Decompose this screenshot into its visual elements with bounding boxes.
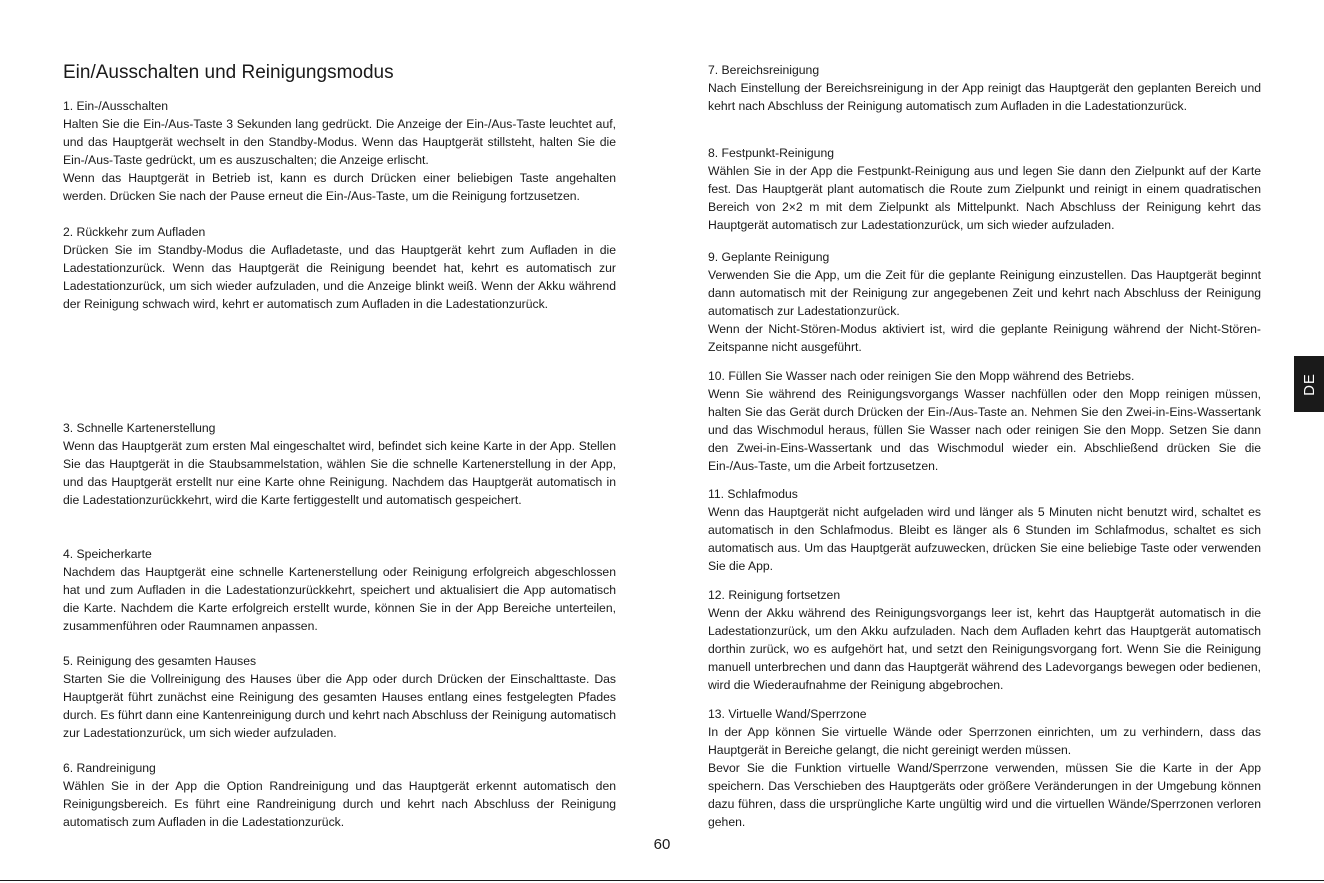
section-paragraph: Halten Sie die Ein-/Aus-Taste 3 Sekunden lang gedrückt. Die Anzeige der Ein-/Aus-Taste leuchtet auf, und das Hauptgerät wechselt in den Standby-Modus. Wenn das Hauptgerät stillsteht, halten Sie die Ein-/Aus-Taste gedrückt, um es auszuschalten; die Anzeige erlischt. [63,117,616,167]
section-paragraph: In der App können Sie virtuelle Wände oder Sperrzonen einrichten, um zu verhindern, dass das Hauptgerät in Bereiche gelangt, die nicht gereinigt werden müssen. [708,725,1261,757]
section-heading: 2. Rückkehr zum Aufladen [63,225,206,239]
page-title: Ein/Ausschalten und Reinigungsmodus [63,62,394,83]
bottom-rule [0,880,1324,881]
section-paragraph: Wenn das Hauptgerät nicht aufgeladen wird und länger als 5 Minuten nicht benutzt wird, schaltet es automatisch in den Schlafmodus. Bleibt es länger als 6 Stunden im Schlafmodus, schaltet es sich automatisch aus. Um das Hauptgerät aufzuwecken, drücken Sie eine beliebige Taste oder verwenden Sie die App. [708,505,1261,573]
section-whole-house [63,652,616,742]
section-heading: 9. Geplante Reinigung [708,250,830,264]
section-heading: 1. Ein-/Ausschalten [63,99,169,113]
section-paragraph: Wenn der Akku während des Reinigungsvorgangs leer ist, kehrt das Hauptgerät automatisch in die Ladestationzurück, um den Akku aufzuladen. Nach dem Aufladen kehrt das Hauptgerät automatisch dorthin zurück, wo es aufgehört hat, und setzt den Reinigungsvorgang fort. Wenn Sie die Reinigung manuell unterbrechen und dann das Hauptgerät während des Ladevorgangs bewegen oder bedienen, wird die Wiederaufnahme der Reinigung abgebrochen. [708,606,1261,692]
section-heading: 3. Schnelle Kartenerstellung [63,421,216,435]
section-quick-mapping [63,419,616,509]
section-power [63,97,616,205]
language-tab-label: DE [1300,372,1318,396]
language-tab [1294,356,1324,412]
section-virtual-wall [708,705,1261,831]
section-heading: 8. Festpunkt-Reinigung [708,146,835,160]
section-heading: 4. Speicherkarte [63,547,152,561]
section-paragraph: Wenn Sie während des Reinigungsvorgangs Wasser nachfüllen oder den Mopp reinigen müssen, halten Sie das Gerät durch Drücken der Ein-/Aus-Taste an. Nehmen Sie den Zwei-in-Eins-Wassertank und das Wischmodul heraus, füllen Sie Wasser nach oder reinigen Sie den Mopp. Setzen Sie dann den Zwei-in-Eins-Wassertank und das Wischmodul wieder ein. Abschließend drücken Sie die Ein-/Aus-Taste, um die Arbeit fortzusetzen. [708,387,1261,473]
section-heading: 13. Virtuelle Wand/Sperrzone [708,707,867,721]
section-save-map [63,545,616,635]
section-paragraph: Wenn das Hauptgerät zum ersten Mal eingeschaltet wird, befindet sich keine Karte in der App. Stellen Sie das Hauptgerät in die Staubsammelstation, wählen Sie die schnelle Kartenerstellung in der App, und das Hauptgerät erstellt nur eine Karte ohne Reinigung. Nachdem das Hauptgerät automatisch in die Ladestationzurückkehrt, wird die Karte fertiggestellt und automatisch gespeichert. [63,439,616,507]
section-refill-water [708,367,1261,475]
section-paragraph: Verwenden Sie die App, um die Zeit für die geplante Reinigung einzustellen. Das Hauptgerät beginnt dann automatisch mit der Reinigung zur angegebenen Zeit und kehrt nach Abschluss der Reinigung automatisch zur Ladestationzurück. [708,268,1261,318]
section-paragraph: Bevor Sie die Funktion virtuelle Wand/Sperrzone verwenden, müssen Sie die Karte in der App speichern. Das Verschieben des Hauptgeräts oder größere Veränderungen in der Umgebung können dazu führen, dass die ursprüngliche Karte ungültig wird und die virtuellen Wände/Sperrzonen verloren gehen. [708,761,1261,829]
section-paragraph: Wählen Sie in der App die Festpunkt-Reinigung aus und legen Sie dann den Zielpunkt auf der Karte fest. Das Hauptgerät plant automatisch die Route zum Zielpunkt und reinigt in einem quadratischen Bereich von 2×2 m mit dem Zielpunkt als Mittelpunkt. Nach Abschluss der Reinigung kehrt das Hauptgerät automatisch zur Ladestationzurück, um sich wieder aufzuladen. [708,164,1261,232]
section-scheduled-cleaning [708,248,1261,356]
section-resume-cleaning [708,586,1261,694]
section-paragraph: Wenn das Hauptgerät in Betrieb ist, kann es durch Drücken einer beliebigen Taste angehalten werden. Drücken Sie nach der Pause erneut die Ein-/Aus-Taste, um die Reinigung fortzusetzen. [63,171,616,203]
page-number: 60 [653,836,671,853]
section-paragraph: Starten Sie die Vollreinigung des Hauses über die App oder durch Drücken der Einschalttaste. Das Hauptgerät führt zunächst eine Reinigung des gesamten Hauses entlang eines festgelegten Pfades durch. Es führt dann eine Kantenreinigung durch und kehrt nach Abschluss der Reinigung automatisch zur Ladestationzurück, um sich wieder aufzuladen. [63,672,616,740]
section-paragraph: Nach Einstellung der Bereichsreinigung in der App reinigt das Hauptgerät den geplanten Bereich und kehrt nach Abschluss der Reinigung automatisch zum Aufladen in die Ladestationzurück. [708,81,1261,113]
section-heading: 7. Bereichsreinigung [708,63,820,77]
section-heading: 11. Schlafmodus [708,487,798,501]
section-zone-cleaning [708,61,1261,115]
section-paragraph: Wählen Sie in der App die Option Randreinigung und das Hauptgerät erkennt automatisch den Reinigungsbereich. Es führt eine Randreinigung durch und kehrt nach Abschluss der Reinigung automatisch zum Aufladen in die Ladestationzurück. [63,779,616,829]
section-heading: 6. Randreinigung [63,761,156,775]
section-paragraph: Nachdem das Hauptgerät eine schnelle Kartenerstellung oder Reinigung erfolgreich abgeschlossen hat und zum Aufladen in die Ladestationzurückkehrt, speichert und aktualisiert die App automatisch die Karte. Nachdem die Karte erfolgreich erstellt wurde, können Sie in der App Bereiche unterteilen, zusammenführen oder Raumnamen anpassen. [63,565,616,633]
section-heading: 10. Füllen Sie Wasser nach oder reinigen Sie den Mopp während des Betriebs. [708,369,1135,383]
section-heading: 5. Reinigung des gesamten Hauses [63,654,257,668]
section-spot-cleaning [708,144,1261,234]
section-return-charge [63,223,616,313]
section-heading: 12. Reinigung fortsetzen [708,588,841,602]
section-sleep-mode [708,485,1261,575]
section-paragraph: Drücken Sie im Standby-Modus die Aufladetaste, und das Hauptgerät kehrt zum Aufladen in die Ladestationzurück. Wenn das Hauptgerät die Reinigung beendet hat, kehrt es automatisch zur Ladestationzurück, um sich wieder aufzuladen, und die Anzeige blinkt weiß. Wenn der Akku während der Reinigung schwach wird, kehrt er automatisch zum Aufladen in die Ladestationzurück. [63,243,616,311]
section-paragraph: Wenn der Nicht-Stören-Modus aktiviert ist, wird die geplante Reinigung während der Nicht-Stören-Zeitspanne nicht ausgeführt. [708,322,1261,354]
section-edge-cleaning [63,759,616,831]
